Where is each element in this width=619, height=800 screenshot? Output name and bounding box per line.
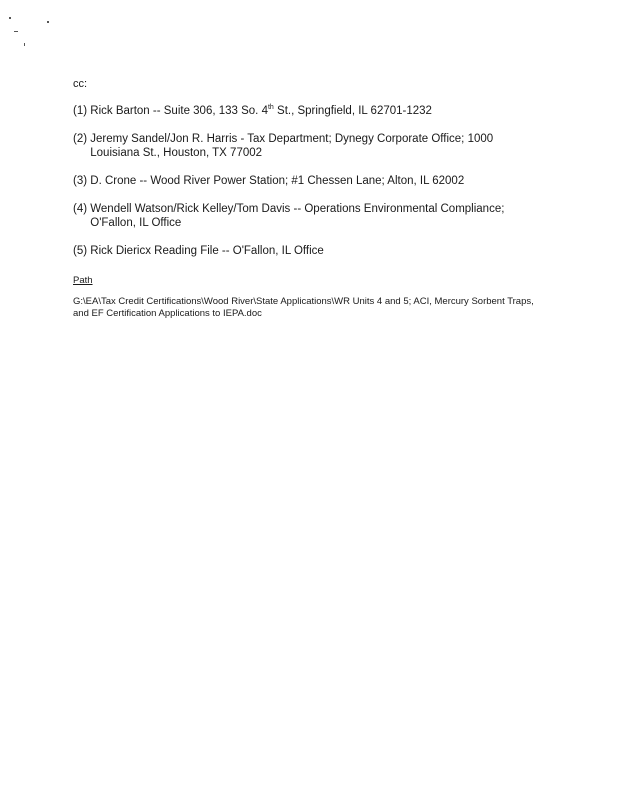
recipient-number: (4)	[73, 203, 88, 215]
file-path: G:\EA\Tax Credit Certifications\Wood River\State Applications\WR Units 4 and 5; ACI, Mercury Sorbent Traps, and EF Certification Applications to IEPA.doc	[73, 296, 534, 319]
recipient-item	[73, 132, 543, 160]
scan-artifact	[9, 17, 11, 19]
recipient-text: D. Crone -- Wood River Power Station; #1 Chessen Lane; Alton, IL 62002	[90, 175, 465, 187]
scan-artifact	[47, 21, 49, 23]
recipient-text: Rick Diericx Reading File -- O'Fallon, IL Office	[90, 245, 324, 257]
scan-artifact	[14, 31, 18, 32]
scan-artifact	[24, 43, 25, 46]
recipient-number: (1)	[73, 105, 88, 117]
recipient-item	[73, 244, 543, 258]
ordinal-suffix: th	[267, 104, 274, 112]
recipient-item	[73, 202, 543, 230]
recipient-text-part: St., Springfield, IL 62701-1232	[273, 105, 432, 117]
recipient-text: Jeremy Sandel/Jon R. Harris - Tax Department; Dynegy Corporate Office; 1000 Louisiana St., Houston, TX 77002	[90, 133, 494, 159]
recipient-number: (5)	[73, 245, 88, 257]
recipient-text: Wendell Watson/Rick Kelley/Tom Davis -- Operations Environmental Compliance; O'Fallon, IL Office	[90, 203, 505, 229]
recipient-list	[73, 104, 543, 272]
recipient-text-part: Rick Barton -- Suite 306, 133 So. 4	[90, 105, 268, 117]
cc-label: cc:	[73, 78, 88, 90]
recipient-item	[73, 104, 543, 118]
recipient-item	[73, 174, 543, 188]
path-label: Path	[73, 275, 93, 286]
recipient-number: (2)	[73, 133, 88, 145]
recipient-number: (3)	[73, 175, 88, 187]
recipient-text	[90, 104, 543, 118]
